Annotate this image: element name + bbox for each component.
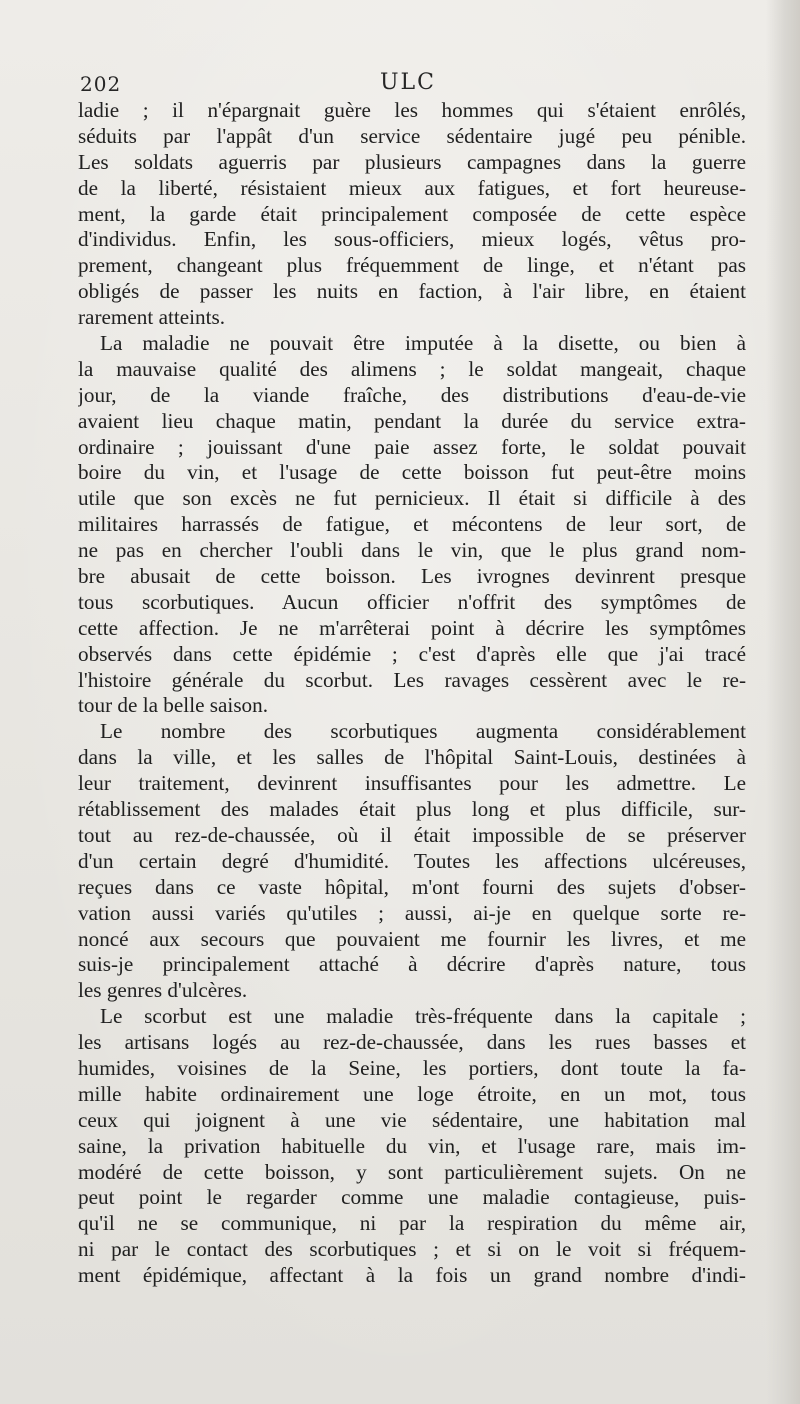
text-line: reçues dans ce vaste hôpital, m'ont fourni des sujets d'obser- (78, 874, 746, 899)
text-line: Les soldats aguerris par plusieurs campagnes dans la guerre (78, 149, 746, 174)
text-line: ne pas en chercher l'oubli dans le vin, que le plus grand nom- (78, 538, 746, 563)
text-line: avaient lieu chaque matin, pendant la durée du service extra- (78, 408, 746, 433)
text-line: jour, de la viande fraîche, des distributions d'eau-de-vie (78, 382, 746, 407)
text-line: modéré de cette boisson, y sont particulièrement sujets. On ne (78, 1159, 746, 1184)
text-line: la mauvaise qualité des alimens ; le soldat mangeait, chaque (78, 356, 746, 381)
body-text (78, 98, 746, 1289)
text-line: l'histoire générale du scorbut. Les ravages cessèrent avec le re- (78, 667, 746, 692)
paragraph-first-line: Le nombre des scorbutiques augmenta considérablement (100, 719, 746, 744)
paragraph-first-line: Le scorbut est une maladie très-fréquente dans la capitale ; (100, 1004, 746, 1029)
text-line: leur traitement, devinrent insuffisantes pour les admettre. Le (78, 771, 746, 796)
text-line: ceux qui joignent à une vie sédentaire, une habitation mal (78, 1107, 746, 1132)
text-line: ni par le contact des scorbutiques ; et si on le voit si fréquem- (78, 1237, 746, 1262)
text-line: noncé aux secours que pouvaient me fournir les livres, et me (78, 926, 746, 951)
text-line: humides, voisines de la Seine, les portiers, dont toute la fa- (78, 1055, 746, 1080)
text-line: cette affection. Je ne m'arrêterai point à décrire les symptômes (78, 615, 746, 640)
text-line: d'un certain degré d'humidité. Toutes les affections ulcéreuses, (78, 848, 746, 873)
text-line: ordinaire ; jouissant d'une paie assez forte, le soldat pouvait (78, 434, 746, 459)
text-line: saine, la privation habituelle du vin, et l'usage rare, mais im- (78, 1133, 746, 1158)
text-line: prement, changeant plus fréquemment de linge, et n'étant pas (78, 253, 746, 278)
text-line: séduits par l'appât d'un service sédentaire jugé peu pénible. (78, 123, 746, 148)
text-line: d'individus. Enfin, les sous-officiers, mieux logés, vêtus pro- (78, 227, 746, 252)
text-line: les genres d'ulcères. (78, 978, 248, 1003)
text-line: observés dans cette épidémie ; c'est d'après elle que j'ai tracé (78, 641, 746, 666)
text-line: militaires harrassés de fatigue, et mécontens de leur sort, de (78, 512, 746, 537)
paragraph-first-line: La maladie ne pouvait être imputée à la disette, ou bien à (100, 331, 746, 356)
text-line: les artisans logés au rez-de-chaussée, dans les rues basses et (78, 1030, 746, 1055)
text-line: de la liberté, résistaient mieux aux fatigues, et fort heureuse- (78, 175, 746, 200)
running-head: ULC (380, 70, 436, 95)
text-line: qu'il ne se communique, ni par la respiration du même air, (78, 1211, 746, 1236)
text-line: boire du vin, et l'usage de cette boisson fut peut-être moins (78, 460, 746, 485)
text-line: obligés de passer les nuits en faction, à l'air libre, en étaient (78, 279, 746, 304)
text-line: tour de la belle saison. (78, 693, 269, 718)
text-line: ment, la garde était principalement composée de cette espèce (78, 201, 746, 226)
text-line: utile que son excès ne fut pernicieux. Il était si difficile à des (78, 486, 746, 511)
text-line: peut point le regarder comme une maladie contagieuse, puis- (78, 1185, 746, 1210)
text-line: dans la ville, et les salles de l'hôpital Saint-Louis, destinées à (78, 745, 746, 770)
text-line: ment épidémique, affectant à la fois un grand nombre d'indi- (78, 1263, 746, 1288)
page-edge-shadow (766, 0, 800, 1404)
text-line: tout au rez-de-chaussée, où il était impossible de se préserver (78, 822, 746, 847)
text-line: vation aussi variés qu'utiles ; aussi, ai-je en quelque sorte re- (78, 900, 746, 925)
text-line: suis-je principalement attaché à décrire d'après nature, tous (78, 952, 746, 977)
text-line: ladie ; il n'épargnait guère les hommes qui s'étaient enrôlés, (78, 98, 746, 122)
text-line: mille habite ordinairement une loge étroite, en un mot, tous (78, 1081, 746, 1106)
text-line: rarement atteints. (78, 305, 226, 330)
text-line: tous scorbutiques. Aucun officier n'offrit des symptômes de (78, 589, 746, 614)
text-line: rétablissement des malades était plus long et plus difficile, sur- (78, 797, 746, 822)
page-number: 202 (80, 72, 122, 96)
text-line: bre abusait de cette boisson. Les ivrognes devinrent presque (78, 564, 746, 589)
